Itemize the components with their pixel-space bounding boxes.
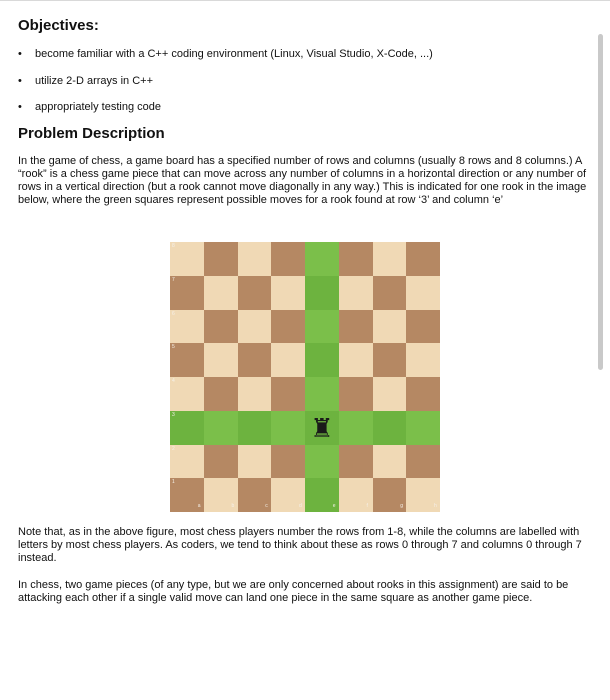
board-square-d5 bbox=[271, 343, 305, 377]
top-divider bbox=[0, 0, 610, 1]
board-square-h8 bbox=[406, 242, 440, 276]
board-square-h2 bbox=[406, 445, 440, 479]
rank-label: 3 bbox=[172, 411, 175, 418]
file-label: g bbox=[400, 503, 404, 509]
board-square-d3 bbox=[271, 411, 305, 445]
board-square-b8 bbox=[204, 242, 238, 276]
board-square-f7 bbox=[339, 276, 373, 310]
board-square-e6 bbox=[305, 310, 339, 344]
file-label: h bbox=[434, 503, 437, 509]
board-square-g8 bbox=[373, 242, 407, 276]
chess-board bbox=[170, 242, 440, 512]
chess-board-figure bbox=[170, 242, 440, 512]
board-square-g6 bbox=[373, 310, 407, 344]
rank-label: 5 bbox=[172, 344, 175, 351]
board-square-a7 bbox=[170, 276, 204, 310]
board-square-f8 bbox=[339, 242, 373, 276]
rank-label: 1 bbox=[172, 479, 175, 486]
board-square-f4 bbox=[339, 377, 373, 411]
board-square-d8 bbox=[271, 242, 305, 276]
board-square-b2 bbox=[204, 445, 238, 479]
rank-label: 6 bbox=[172, 310, 175, 317]
board-square-b4 bbox=[204, 377, 238, 411]
paragraph-rook-intro: In the game of chess, a game board has a specified number of rows and columns (usually 8 rows and 8 columns.) A “rook” is a chess game piece that can move across any number of columns in a horizontal direction or any number of rows in a vertical direction (but a rook cannot move diagonally in any way.) This is indicated for one rook in the image below, where the green squares represent possible moves for a rook found at row ‘3’ and column ‘e’ bbox=[18, 155, 587, 206]
board-square-c8 bbox=[238, 242, 272, 276]
objective-text: become familiar with a C++ coding environment (Linux, Visual Studio, X-Code, ...) bbox=[35, 48, 433, 60]
board-square-g7 bbox=[373, 276, 407, 310]
board-square-b6 bbox=[204, 310, 238, 344]
board-square-h6 bbox=[406, 310, 440, 344]
file-label: f bbox=[366, 503, 368, 509]
board-square-a2 bbox=[170, 445, 204, 479]
board-square-h3 bbox=[406, 411, 440, 445]
board-square-g2 bbox=[373, 445, 407, 479]
bullet-icon: • bbox=[18, 48, 22, 60]
board-square-g3 bbox=[373, 411, 407, 445]
board-square-e5 bbox=[305, 343, 339, 377]
rank-label: 2 bbox=[172, 445, 175, 452]
file-label: d bbox=[299, 503, 302, 509]
board-square-g5 bbox=[373, 343, 407, 377]
rank-label: 4 bbox=[172, 378, 175, 384]
board-square-a5 bbox=[170, 343, 204, 377]
board-square-d6 bbox=[271, 310, 305, 344]
board-square-h4 bbox=[406, 377, 440, 411]
paragraph-attacking: In chess, two game pieces (of any type, but we are only concerned about rooks in this assignment) are said to be attacking each other if a single valid move can land one piece in the same square as another game piece. bbox=[18, 579, 569, 604]
vertical-scrollbar[interactable] bbox=[598, 34, 603, 370]
board-square-e2 bbox=[305, 445, 339, 479]
board-square-b3 bbox=[204, 411, 238, 445]
board-square-a6 bbox=[170, 310, 204, 344]
file-label: c bbox=[265, 503, 268, 509]
paragraph-row-numbering: Note that, as in the above figure, most chess players number the rows from 1-8, while the columns are labelled with letters by most chess players. As coders, we tend to think about these as rows 0 through 7 and columns 0 through 7 instead. bbox=[18, 526, 582, 564]
board-square-g4 bbox=[373, 377, 407, 411]
objective-text: appropriately testing code bbox=[35, 101, 161, 113]
board-square-d4 bbox=[271, 377, 305, 411]
board-square-d7 bbox=[271, 276, 305, 310]
board-square-f3 bbox=[339, 411, 373, 445]
board-square-f5 bbox=[339, 343, 373, 377]
board-square-f2 bbox=[339, 445, 373, 479]
board-square-c4 bbox=[238, 377, 272, 411]
objectives-heading: Objectives: bbox=[18, 17, 99, 34]
board-square-c2 bbox=[238, 445, 272, 479]
file-label: e bbox=[332, 503, 336, 509]
board-square-a3 bbox=[170, 411, 204, 445]
board-square-c3 bbox=[238, 411, 272, 445]
bullet-icon: • bbox=[18, 101, 22, 113]
problem-description-heading: Problem Description bbox=[18, 125, 165, 142]
rook-icon: ♜ bbox=[310, 412, 334, 443]
board-square-b5 bbox=[204, 343, 238, 377]
rank-label: 7 bbox=[172, 276, 175, 283]
file-label: a bbox=[197, 503, 201, 509]
board-square-b7 bbox=[204, 276, 238, 310]
board-square-c6 bbox=[238, 310, 272, 344]
board-square-c5 bbox=[238, 343, 272, 377]
board-square-c7 bbox=[238, 276, 272, 310]
board-square-h5 bbox=[406, 343, 440, 377]
board-square-f6 bbox=[339, 310, 373, 344]
rank-label: 8 bbox=[172, 243, 175, 249]
board-square-e8 bbox=[305, 242, 339, 276]
file-label: b bbox=[231, 503, 235, 509]
board-square-a4 bbox=[170, 377, 204, 411]
board-square-a8 bbox=[170, 242, 204, 276]
objective-text: utilize 2-D arrays in C++ bbox=[35, 75, 153, 87]
board-square-d2 bbox=[271, 445, 305, 479]
board-square-e7 bbox=[305, 276, 339, 310]
board-square-h7 bbox=[406, 276, 440, 310]
bullet-icon: • bbox=[18, 75, 22, 87]
board-square-e4 bbox=[305, 377, 339, 411]
